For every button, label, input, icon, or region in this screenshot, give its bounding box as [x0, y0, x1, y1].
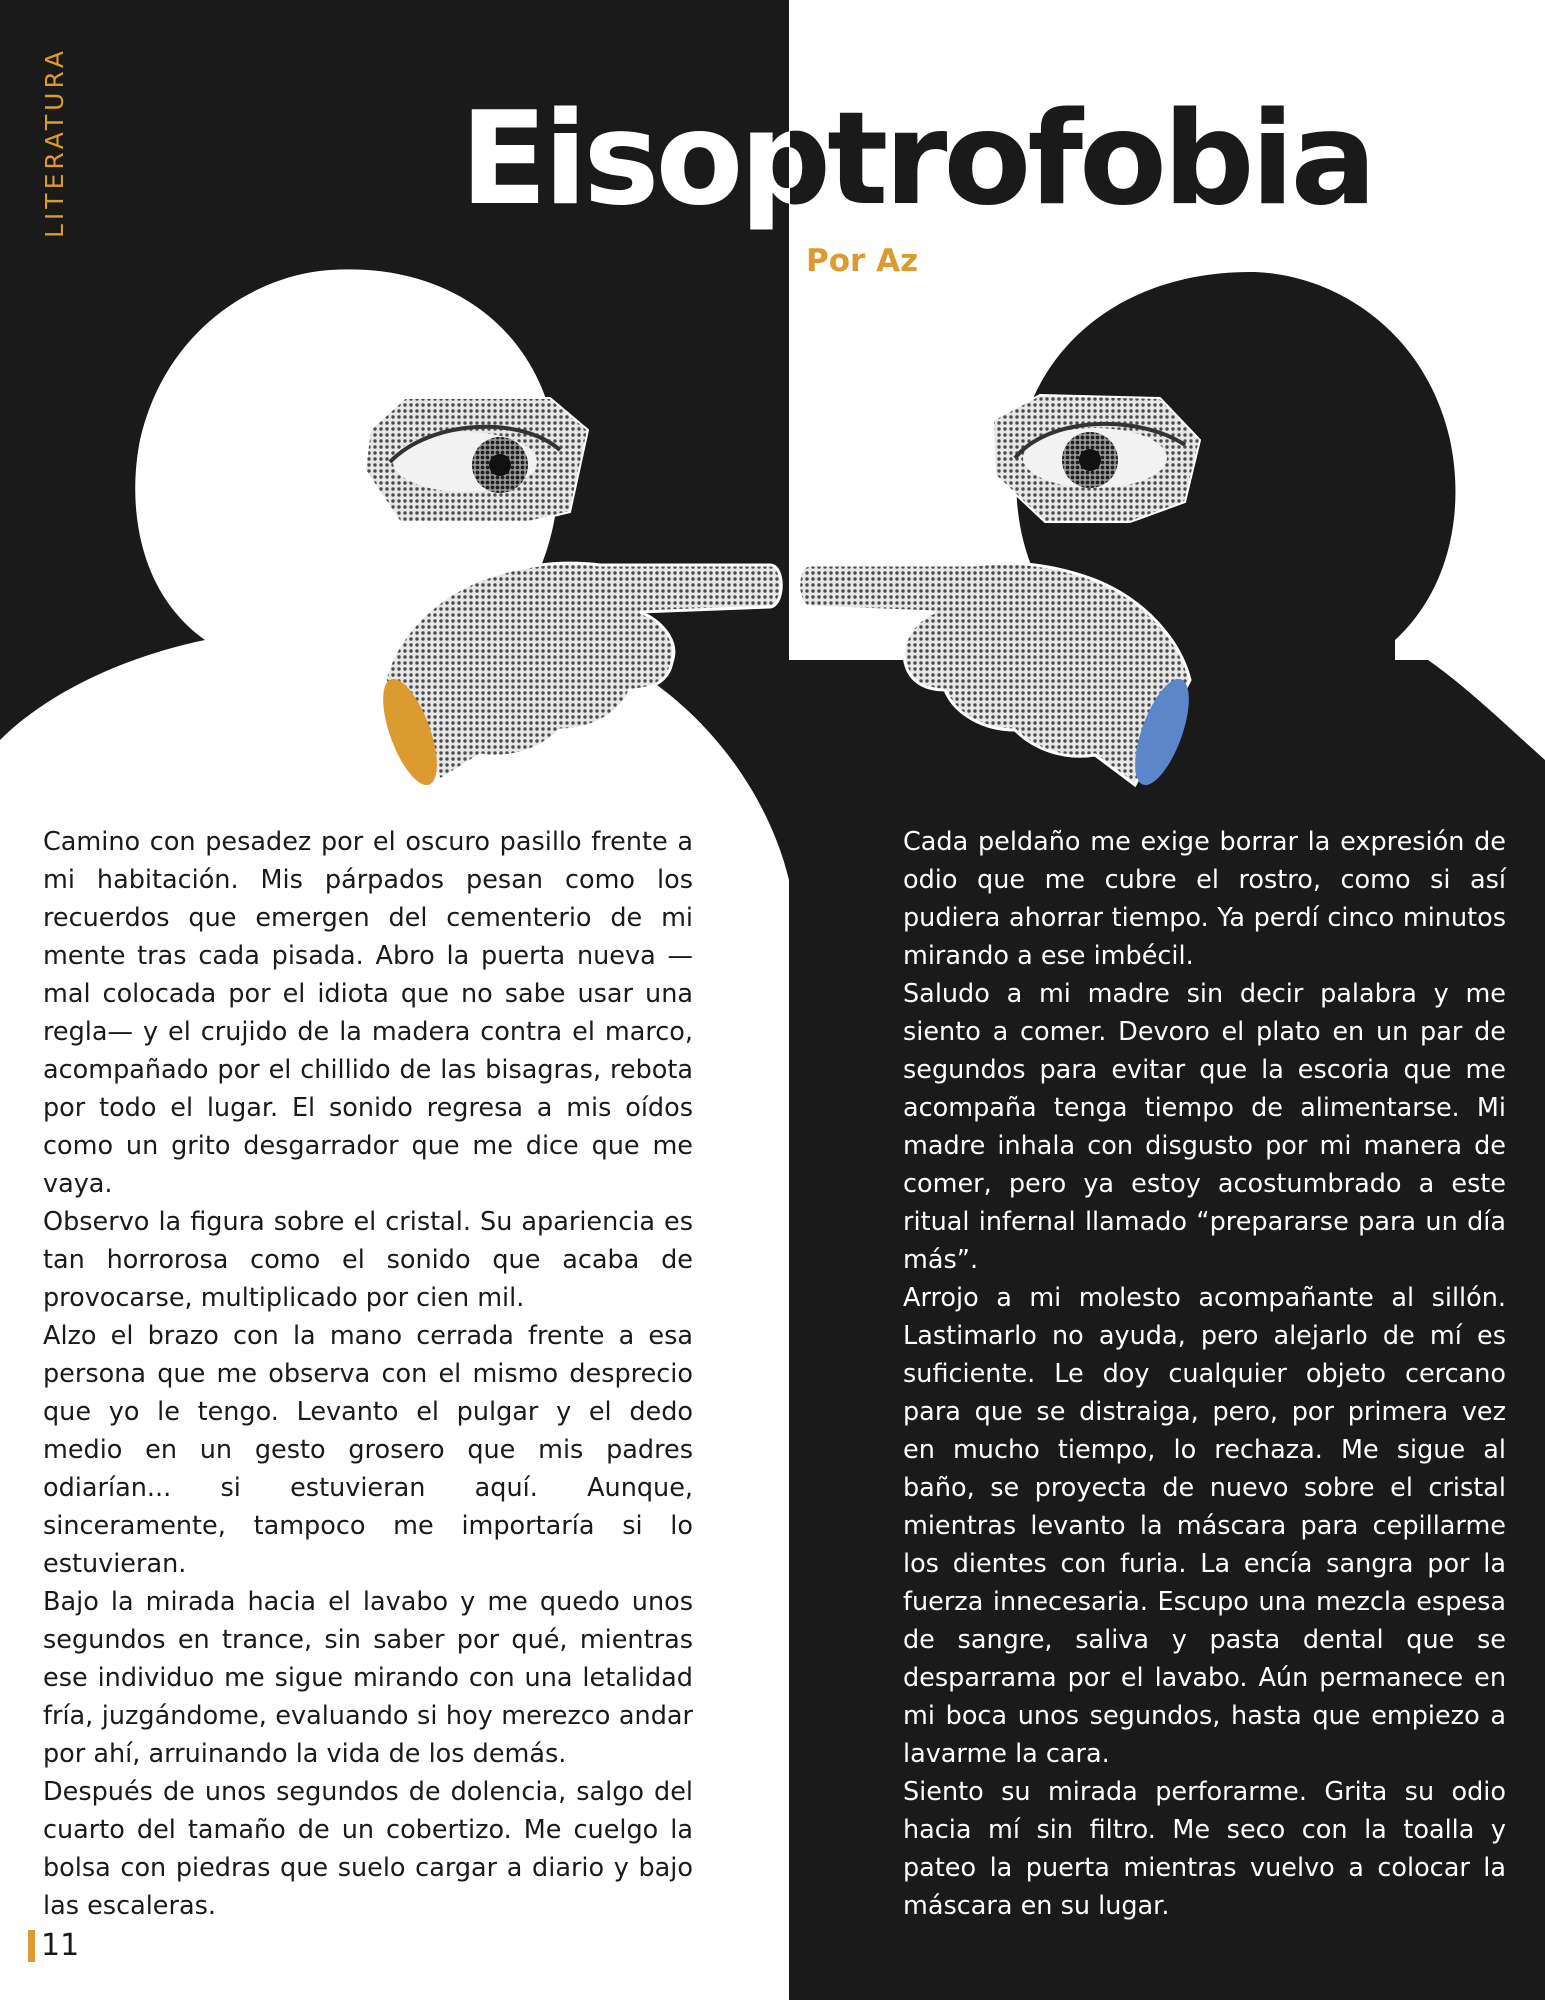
- page-number: 11: [28, 1930, 79, 1962]
- author-byline: Por Az: [806, 243, 919, 279]
- article-title: Eisoptrofobia: [460, 80, 1373, 240]
- paragraph: Observo la figura sobre el cristal. Su apariencia es tan horrorosa como el sonido que acaba de provocarse, multiplicado por cien mil.: [43, 1207, 693, 1313]
- article-column-left: [43, 823, 693, 1925]
- paragraph: Camino con pesadez por el oscuro pasillo frente a mi habitación. Mis párpados pesan como los recuerdos que emergen del cementerio de mi mente tras cada pisada. Abro la puerta nueva —mal colocada por el idiota que no sabe usar una regla— y el crujido de la madera contra el marco, acompañado por el chillido de las bisagras, rebota por todo el lugar. El sonido regresa a mis oídos como un grito desgarrador que me dice que me vaya.: [43, 827, 693, 1199]
- article-column-right: [903, 823, 1506, 1925]
- eye-left-image: [365, 398, 588, 522]
- eye-right-image: [993, 395, 1200, 522]
- paragraph: Arrojo a mi molesto acompañante al sillón. Lastimarlo no ayuda, pero alejarlo de mí es suficiente. Le doy cualquier objeto cercano para que se distraiga, pero, por primera vez en mucho tiempo, lo rechaza. Me sigue al baño, se proyecta de nuevo sobre el cristal mientras levanto la máscara para cepillarme los dientes con furia. La encía sangra por la fuerza innecesaria. Escupo una mezcla espesa de sangre, saliva y pasta dental que se desparrama por el lavabo. Aún permanece en mi boca unos segundos, hasta que empiezo a lavarme la cara.: [903, 1283, 1506, 1769]
- section-label: LITERATURA: [40, 47, 69, 238]
- paragraph: Después de unos segundos de dolencia, salgo del cuarto del tamaño de un cobertizo. Me cuelgo la bolsa con piedras que suelo cargar a diario y bajo las escaleras.: [43, 1777, 693, 1921]
- paragraph: Bajo la mirada hacia el lavabo y me quedo unos segundos en trance, sin saber por qué, mientras ese individuo me sigue mirando con una letalidad fría, juzgándome, evaluando si hoy merezco andar por ahí, arruinando la vida de los demás.: [43, 1587, 693, 1769]
- paragraph: Siento su mirada perforarme. Grita su odio hacia mí sin filtro. Me seco con la toalla y pateo la puerta mientras vuelvo a colocar la máscara en su lugar.: [903, 1777, 1506, 1921]
- paragraph: Cada peldaño me exige borrar la expresión de odio que me cubre el rostro, como si así pudiera ahorrar tiempo. Ya perdí cinco minutos mirando a ese imbécil.: [903, 827, 1506, 971]
- paragraph: Alzo el brazo con la mano cerrada frente a esa persona que me observa con el mismo desprecio que yo le tengo. Levanto el pulgar y el dedo medio en un gesto grosero que mis padres odiarían... si estuvieran aquí. Aunque, sinceramente, tampoco me importaría si lo estuvieran.: [43, 1321, 693, 1579]
- paragraph: Saludo a mi madre sin decir palabra y me siento a comer. Devoro el plato en un par de segundos para evitar que la escoria que me acompaña tenga tiempo de alimentarse. Mi madre inhala con disgusto por mi manera de comer, pero ya estoy acostumbrado a este ritual infernal llamado “prepararse para un día más”.: [903, 979, 1506, 1275]
